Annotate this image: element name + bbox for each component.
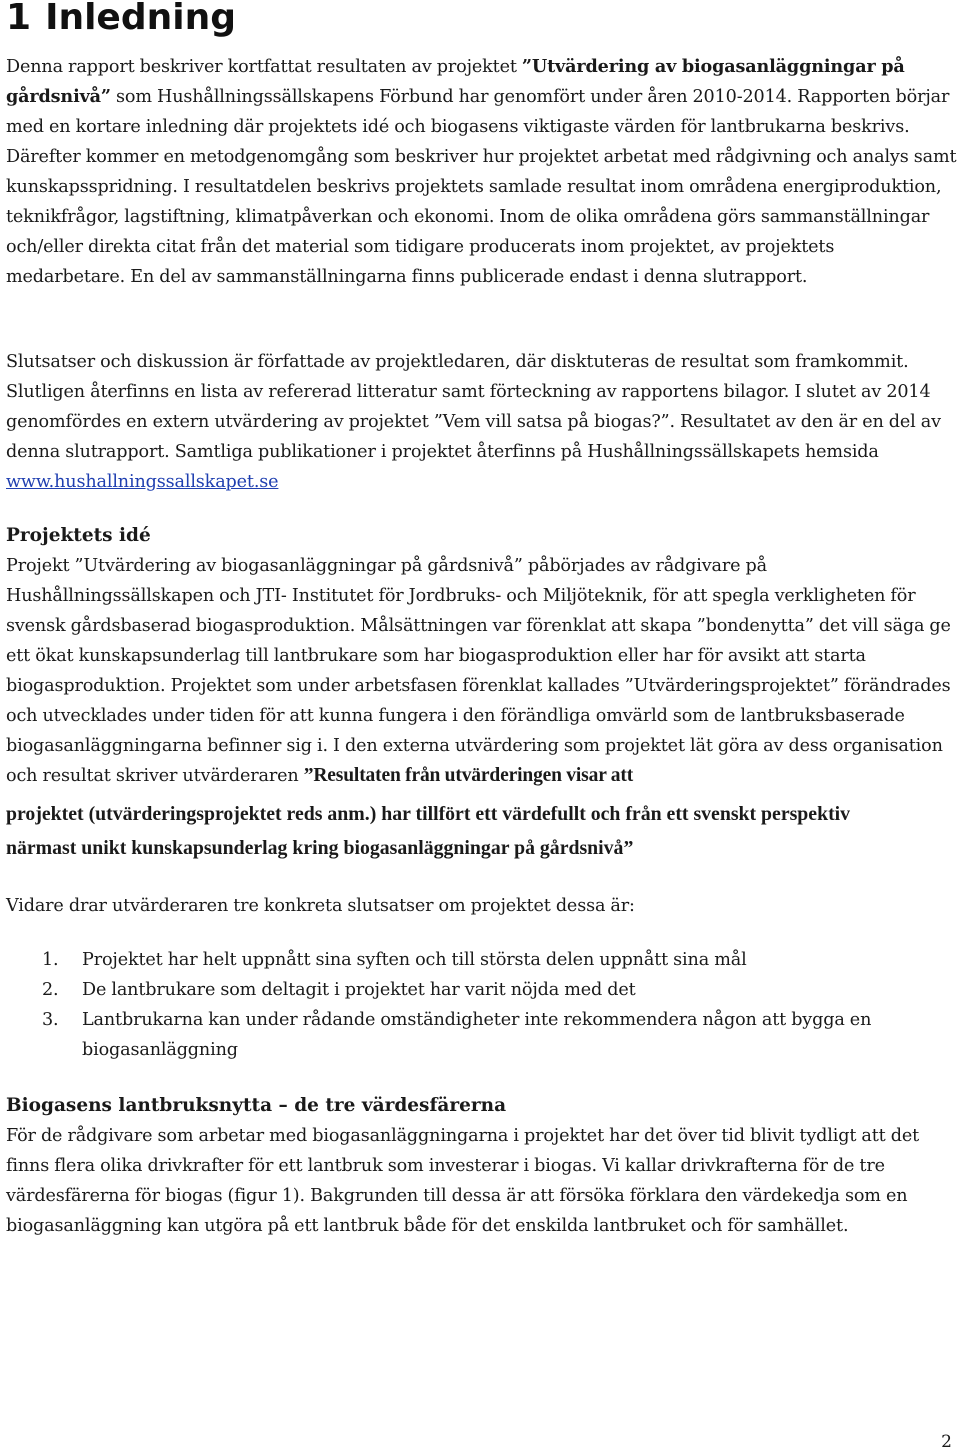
intro-text-rest: som Hushållningssällskapens Förbund har genomfört under åren 2010-2014. Rapporten börjar med en kortare inledning där projektets idé och biogasens viktigaste värden för lantbrukarna beskrivs. Därefter kommer en metodgenomgång som beskriver hur projektet arbetat med rådgivning och analys samt kunskapsspridning. I resultatdelen beskrivs projektets samlade resultat inom områdena energiproduktion, teknikfrågor, lagstiftning, klimatpåverkan och ekonomi. Inom de olika områdena görs sammanställningar och/eller direkta citat från det material som tidigare producerats inom projektet, av projektets medarbetare. En del av sammanställningarna finns publicerade endast i denna slutrapport. [6, 87, 957, 287]
evaluator-paragraph: Vidare drar utvärderaren tre konkreta slutsatser om projektet dessa är: [6, 896, 635, 916]
intro-text-start: Denna rapport beskriver kortfattat resultaten av projektet [6, 57, 522, 77]
list-item [6, 1005, 958, 1065]
findings-list [6, 945, 958, 1065]
list-item [6, 945, 958, 975]
conclusions-text: Slutsatser och diskussion är författade av projektledaren, där disktuteras de resultat som framkommit. Slutligen återfinns en lista av refererad litteratur samt förteckning av rapportens bilagor. I slutet av 2014 genomfördes en extern utvärdering av projektet ”Vem vill satsa på biogas?”. Resultatet av den är en del av denna slutrapport. Samtliga publikationer i projektet återfinns på Hushållningssällskapets hemsida [6, 352, 941, 462]
list-marker: 2. [42, 980, 59, 1000]
website-link[interactable]: www.hushallningssallskapet.se [6, 472, 279, 492]
intro-project-name: ”Utvärdering av biogasanläggningar på gårdsnivå” [6, 56, 905, 107]
values-heading: Biogasens lantbruksnytta – de tre värdesfärerna [6, 1095, 507, 1116]
list-marker: 1. [42, 950, 59, 970]
intro-paragraph [6, 52, 958, 292]
idea-text: Projekt ”Utvärdering av biogasanläggningar på gårdsnivå” påbörjades av rådgivare på Hushållningssällskapen och JTI- Institutet för Jordbruks- och Miljöteknik, för att spegla verkligheten för svensk gårdsbaserad biogasproduktion. Målsättningen var förenklat att skapa ”bondenytta” det vill säga ge ett ökat kunskapsunderlag till lantbrukare som har biogasproduktion eller har för avsikt att starta biogasproduktion. Projektet som under arbetsfasen förenklat kallades ”Utvärderingsprojektet” förändrades och utvecklades under tiden för att kunna fungera i den förändliga omvärld som de lantbruksbaserade biogasanläggningarna befinner sig i. I den externa utvärdering som projektet lät göra av dess organisation och resultat skriver utvärderaren [6, 556, 951, 786]
chapter-number: 1 [6, 0, 32, 38]
list-item-text: Projektet har helt uppnått sina syften och till största delen uppnått sina mål [82, 950, 747, 970]
evaluator-quote-line-2: projektet (utvärderingsprojektet reds anm.) har tillfört ett värdefullt och från ett svenskt perspektiv [6, 803, 851, 825]
list-item-text: Lantbrukarna kan under rådande omständigheter inte rekommendera någon att bygga en biogasanläggning [82, 1010, 872, 1060]
idea-paragraph [6, 551, 958, 791]
values-paragraph: För de rådgivare som arbetar med biogasanläggningarna i projektet har det över tid blivit tydligt att det finns flera olika drivkrafter för ett lantbruk som investerar i biogas. Vi kallar drivkrafterna för de tre värdesfärerna för biogas (figur 1). Bakgrunden till dessa är att försöka förklara den värdekedja som en biogasanläggning kan utgöra på ett lantbruk både för det enskilda lantbruket och för samhället. [6, 1126, 920, 1236]
evaluator-quote-start: ”Resultaten från utvärderingen visar att [303, 765, 634, 786]
evaluator-quote-line-3: närmast unikt kunskapsunderlag kring biogasanläggningar på gårdsnivå” [6, 837, 634, 859]
idea-heading: Projektets idé [6, 525, 151, 546]
chapter-title: Inledning [45, 0, 236, 38]
list-marker: 3. [42, 1010, 59, 1030]
page-title [6, 0, 236, 38]
page-number: 2 [941, 1432, 952, 1452]
list-item [6, 975, 958, 1005]
conclusions-paragraph [6, 347, 958, 497]
list-item-text: De lantbrukare som deltagit i projektet har varit nöjda med det [82, 980, 636, 1000]
